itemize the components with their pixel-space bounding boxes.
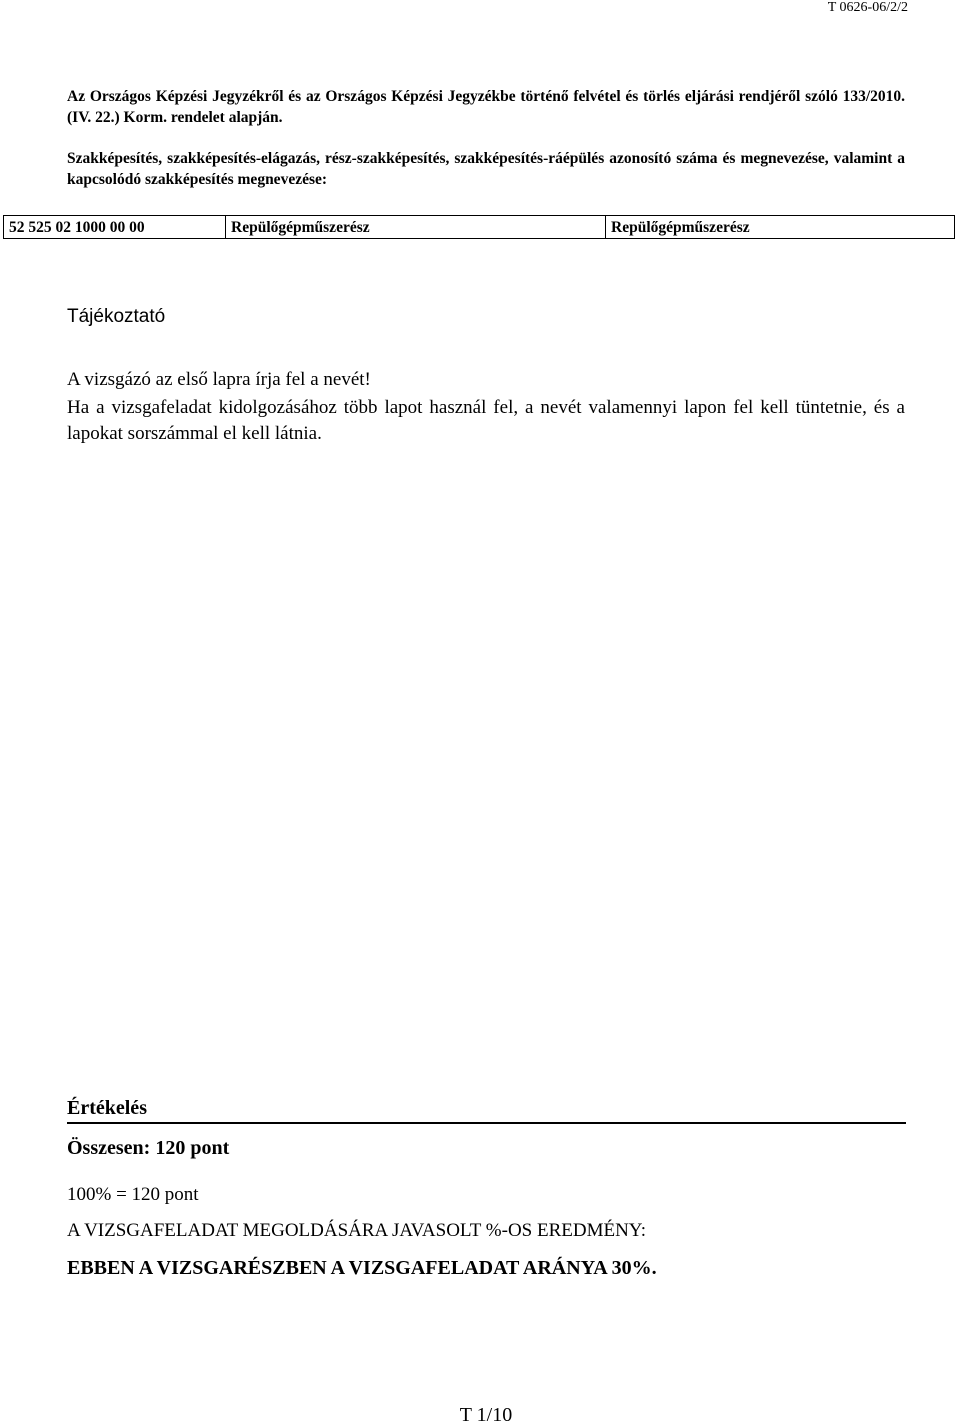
qualification-table [3, 215, 955, 239]
instruction-name: A vizsgázó az első lapra írja fel a nevét! [67, 369, 371, 390]
legal-basis-text: Az Országos Képzési Jegyzékről és az Országos Képzési Jegyzékbe történő felvétel és törlés eljárási rendjéről szóló 133/2010. (IV. 22.) Korm. rendelet alapján. [67, 88, 905, 126]
qualification-description-text: Szakképesítés, szakképesítés-elágazás, rész-szakképesítés, szakképesítés-ráépülés azonosító száma és megnevezése, valamint a kapcsolódó szakképesítés megnevezése: [67, 150, 905, 188]
task-ratio: EBBEN A VIZSGARÉSZBEN A VIZSGAFELADAT ARÁNYA 30%. [67, 1257, 657, 1279]
qualification-name-cell: Repülőgépműszerész [226, 216, 606, 238]
document-code: T 0626-06/2/2 [827, 0, 908, 15]
info-title: Tájékoztató [67, 306, 166, 327]
evaluation-divider [67, 1122, 906, 1124]
instruction-pages: Ha a vizsgafeladat kidolgozásához több lapot használ fel, a nevét valamennyi lapon fel kell tüntetnie, és a lapokat sorszámmal el kell látnia. [67, 397, 905, 444]
percent-points: 100% = 120 pont [67, 1184, 199, 1205]
total-points: Összesen: 120 pont [67, 1137, 230, 1159]
evaluation-title: Értékelés [67, 1097, 147, 1119]
qualification-id-cell: 52 525 02 1000 00 00 [4, 216, 226, 238]
suggested-result: A VIZSGAFELADAT MEGOLDÁSÁRA JAVASOLT %-OS EREDMÉNY: [67, 1220, 647, 1241]
related-qualification-cell: Repülőgépműszerész [611, 219, 750, 236]
page-number: T 1/10 [459, 1404, 513, 1426]
